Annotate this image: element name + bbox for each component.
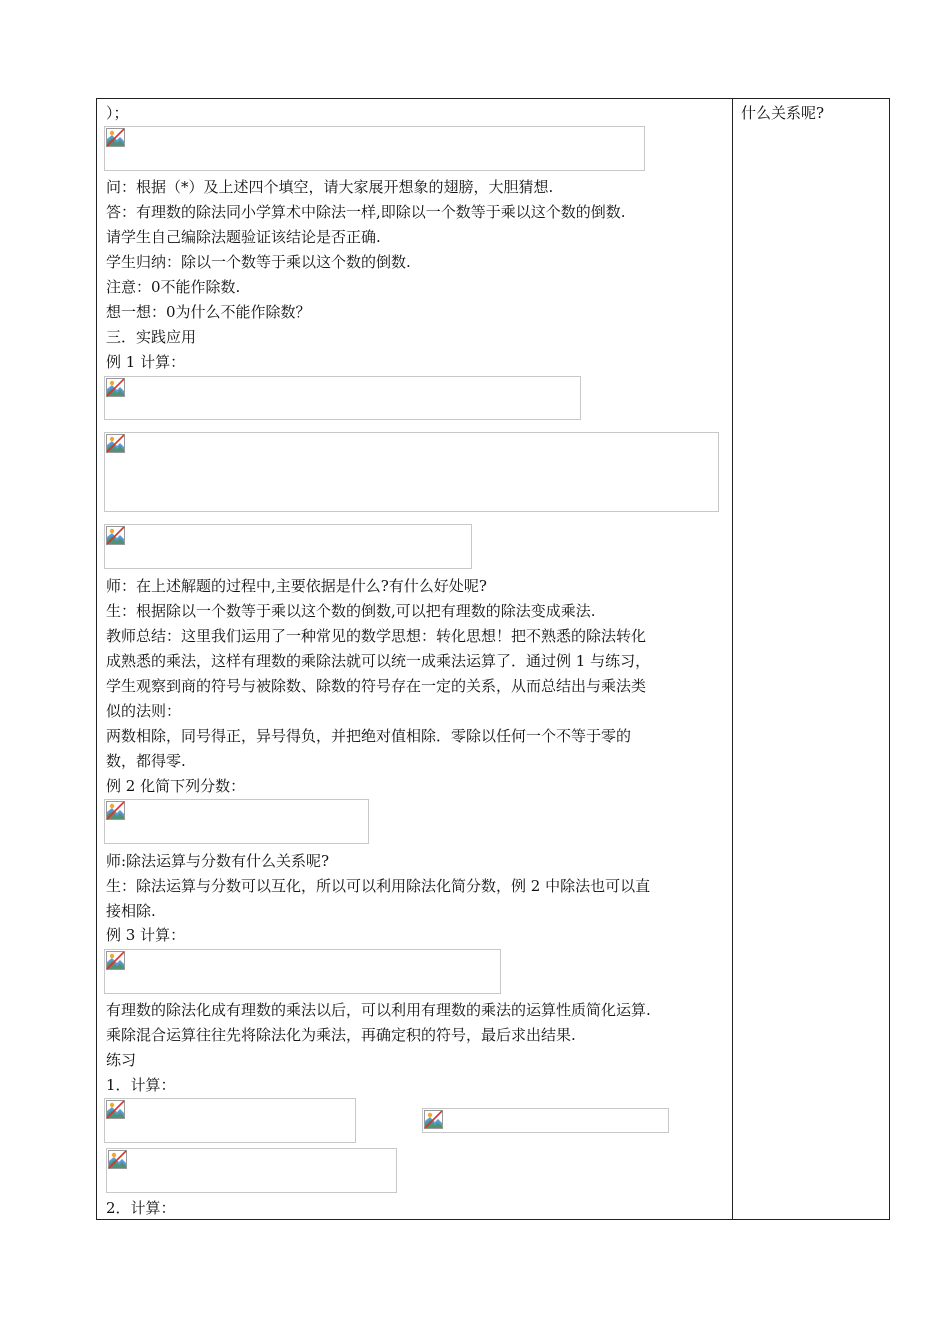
broken-image-icon <box>106 128 125 147</box>
text-line: 学生观察到商的符号与被除数、除数的符号存在一定的关系，从而总结出与乘法类 <box>106 677 647 695</box>
text-line: 生：除法运算与分数可以互化，所以可以利用除法化简分数，例 2 中除法也可以直 <box>106 877 651 895</box>
main-column <box>97 99 732 1219</box>
formula-image <box>104 949 501 994</box>
formula-image <box>104 376 581 420</box>
document-table <box>96 98 890 1220</box>
text-line: 注意：0不能作除数. <box>106 278 241 296</box>
text-line: 两数相除，同号得正，异号得负，并把绝对值相除．零除以任何一个不等于零的 <box>106 727 632 745</box>
text-line: 生：根据除以一个数等于乘以这个数的倒数,可以把有理数的除法变成乘法. <box>106 602 596 620</box>
formula-image <box>106 1148 397 1193</box>
broken-image-icon <box>106 378 125 397</box>
formula-image <box>104 126 645 171</box>
text-line: 有理数的除法化成有理数的乘法以后，可以利用有理数的乘法的运算性质简化运算. <box>106 1001 651 1019</box>
broken-image-icon <box>108 1150 127 1169</box>
text-line: 学生归纳：除以一个数等于乘以这个数的倒数. <box>106 253 411 271</box>
formula-image <box>422 1108 669 1133</box>
text-line: 师:除法运算与分数有什么关系呢? <box>106 852 330 870</box>
text-line: 想一想：0为什么不能作除数？ <box>106 303 311 321</box>
exercise-label: 2．计算： <box>106 1199 176 1217</box>
text-line: 师：在上述解题的过程中,主要依据是什么?有什么好处呢? <box>106 577 487 595</box>
side-column <box>733 99 891 1219</box>
text-line: 教师总结：这里我们运用了一种常见的数学思想：转化思想！把不熟悉的除法转化 <box>106 627 647 645</box>
formula-image <box>104 1098 356 1143</box>
example-label: 例 2 化简下列分数： <box>106 777 246 795</box>
text-line: 数，都得零. <box>106 752 186 770</box>
broken-image-icon <box>106 951 125 970</box>
text-line: 问：根据（*）及上述四个填空，请大家展开想象的翅膀，大胆猜想. <box>106 178 554 196</box>
text-line: 接相除. <box>106 902 156 920</box>
text-line: 请学生自己编除法题验证该结论是否正确. <box>106 228 381 246</box>
broken-image-icon <box>424 1110 443 1129</box>
text-line: 成熟悉的乘法，这样有理数的乘除法就可以统一成乘法运算了．通过例 1 与练习， <box>106 652 651 670</box>
section-heading: 三．实践应用 <box>106 328 197 346</box>
broken-image-icon <box>106 1100 125 1119</box>
side-note: 什么关系呢? <box>741 104 825 122</box>
text-line: 练习 <box>106 1051 137 1069</box>
broken-image-icon <box>106 801 125 820</box>
formula-image <box>104 432 719 512</box>
exercise-label: 1．计算： <box>106 1076 176 1094</box>
broken-image-icon <box>106 434 125 453</box>
text-line: 答：有理数的除法同小学算术中除法一样,即除以一个数等于乘以这个数的倒数. <box>106 203 626 221</box>
text-line: ）； <box>106 104 129 122</box>
example-label: 例 1 计算： <box>106 353 186 371</box>
broken-image-icon <box>106 526 125 545</box>
text-line: 乘除混合运算往往先将除法化为乘法，再确定积的符号，最后求出结果. <box>106 1026 576 1044</box>
example-label: 例 3 计算： <box>106 926 186 944</box>
text-line: 似的法则： <box>106 702 182 720</box>
formula-image <box>104 799 369 844</box>
formula-image <box>104 524 472 569</box>
